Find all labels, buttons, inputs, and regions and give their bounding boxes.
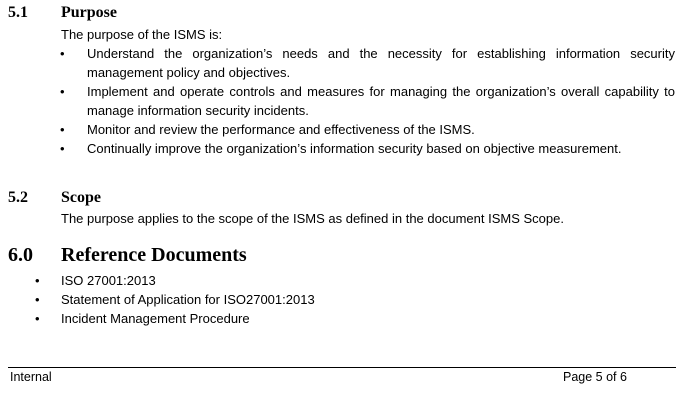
section-number: 6.0 (8, 244, 33, 266)
bullet-icon: • (60, 122, 65, 137)
footer-divider (8, 367, 676, 368)
bullet-icon: • (35, 311, 40, 326)
section-title: Purpose (61, 4, 117, 21)
list-item (60, 120, 675, 139)
list-item-text: Statement of Application for ISO27001:2013 (61, 292, 315, 307)
purpose-intro: The purpose of the ISMS is: (61, 27, 223, 42)
scope-text: The purpose applies to the scope of the ISMS as defined in the document ISMS Scope. (61, 211, 564, 226)
footer-page-number: Page 5 of 6 (563, 370, 627, 384)
list-item-text: Continually improve the organization’s information security based on objective measurement. (87, 141, 622, 156)
bullet-icon: • (35, 273, 40, 288)
list-item-text: Monitor and review the performance and effectiveness of the ISMS. (87, 122, 475, 137)
list-item-text: Understand the organization’s needs and the necessity for establishing information security management policy and objectives. (87, 46, 675, 80)
list-item (35, 271, 561, 290)
list-item (35, 290, 561, 309)
list-item-text: Implement and operate controls and measures for managing the organization’s overall capability to manage information security incidents. (87, 84, 675, 118)
bullet-icon: • (60, 84, 65, 99)
list-item (60, 139, 675, 158)
bullet-icon: • (60, 141, 65, 156)
section-number: 5.1 (8, 4, 28, 21)
reference-bullet-list (35, 271, 561, 328)
section-heading-purpose (8, 4, 117, 22)
list-item (35, 309, 561, 328)
list-item (60, 44, 675, 82)
section-title: Reference Documents (61, 244, 247, 266)
list-item (60, 82, 675, 120)
bullet-icon: • (60, 46, 65, 61)
list-item-text: ISO 27001:2013 (61, 273, 156, 288)
section-title: Scope (61, 189, 101, 206)
section-number: 5.2 (8, 189, 28, 206)
section-heading-reference-documents (8, 244, 247, 267)
bullet-icon: • (35, 292, 40, 307)
footer-classification: Internal (10, 370, 52, 384)
section-heading-scope (8, 189, 101, 207)
list-item-text: Incident Management Procedure (61, 311, 250, 326)
purpose-bullet-list (60, 44, 675, 158)
